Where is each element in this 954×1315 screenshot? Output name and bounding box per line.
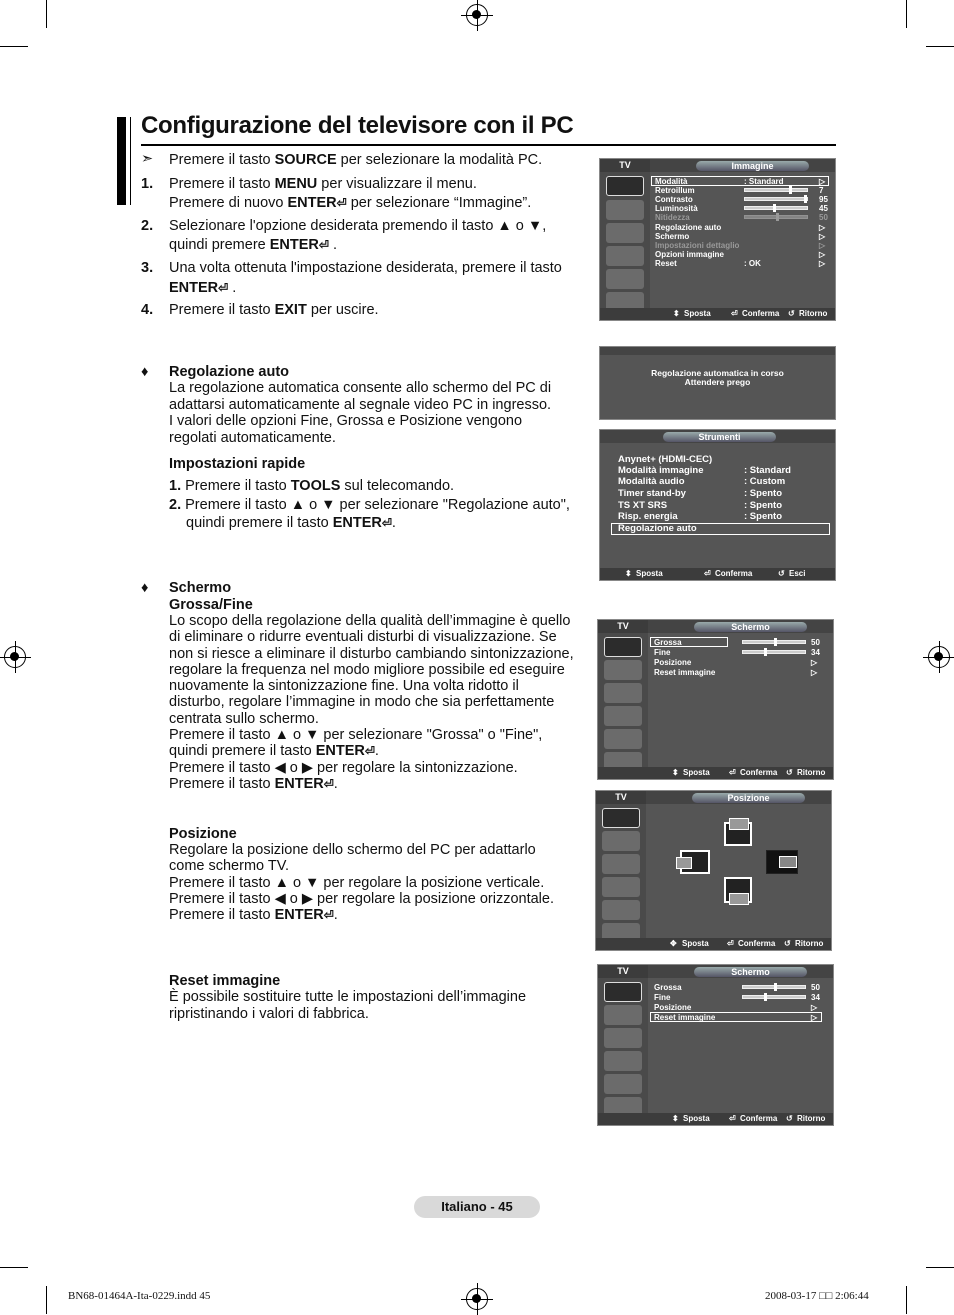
osd-sidebar bbox=[600, 172, 650, 310]
osd-row-label: Posizione bbox=[654, 1003, 692, 1012]
step-4-line-1: Premere il tasto EXIT per uscire. bbox=[169, 302, 379, 318]
setup-menu-icon bbox=[604, 1051, 642, 1071]
osd-slider bbox=[744, 197, 808, 201]
position-down-box bbox=[724, 877, 752, 903]
enter-icon: ⏎ bbox=[364, 744, 375, 759]
enter-icon: ⏎ bbox=[704, 569, 711, 578]
title-accent-gap bbox=[126, 117, 130, 205]
osd-footer-back: Ritorno bbox=[799, 309, 828, 318]
osd-row-value: : OK bbox=[744, 259, 761, 268]
osd-row-value: : Standard bbox=[744, 465, 791, 476]
osd-row-label: Regolazione auto bbox=[655, 223, 722, 232]
arrow-right-icon: ▷ bbox=[819, 259, 826, 268]
section-heading: Posizione bbox=[169, 826, 237, 842]
step-2-line-1: Selezionare l'opzione desiderata premendo il tasto ▲ o ▼, bbox=[169, 218, 547, 234]
input-menu-icon bbox=[604, 1074, 642, 1094]
osd-row-label: Reset bbox=[655, 259, 677, 268]
osd-row-label: Regolazione auto bbox=[618, 523, 697, 534]
osd-row-label: Retroillum bbox=[655, 186, 695, 195]
setup-menu-icon bbox=[604, 706, 642, 726]
osd-footer-back: Ritorno bbox=[795, 939, 824, 948]
osd-immagine-screen bbox=[599, 158, 836, 321]
crop-mark bbox=[46, 1286, 47, 1314]
osd-menu-title: Posizione bbox=[692, 793, 805, 803]
osd-sidebar bbox=[598, 978, 648, 1115]
crop-mark bbox=[926, 1267, 954, 1268]
step-number: 3. bbox=[141, 260, 154, 276]
osd-tv-label: TV bbox=[598, 965, 648, 978]
osd-footer-move: Sposta bbox=[684, 309, 711, 318]
return-icon: ↺ bbox=[778, 569, 785, 578]
arrow-right-icon: ▷ bbox=[811, 1003, 818, 1012]
reset-body: È possibile sostituire tutte le impostazioni dell’immagine ripristinando i valori di fabbrica. bbox=[169, 989, 527, 1022]
osd-slider bbox=[744, 206, 808, 210]
return-icon: ↺ bbox=[784, 939, 791, 948]
enter-icon: ⏎ bbox=[218, 281, 229, 295]
note-arrow-icon: ➣ bbox=[141, 151, 154, 167]
osd-row-value: : Spento bbox=[744, 511, 782, 522]
position-right-box bbox=[766, 850, 798, 874]
crop-mark bbox=[0, 1267, 28, 1268]
osd-row-label: Opzioni immagine bbox=[655, 250, 724, 259]
footer-date: 2008-03-17 □□ 2:06:44 bbox=[765, 1290, 869, 1302]
osd-footer bbox=[600, 308, 835, 320]
osd-slider bbox=[744, 188, 808, 192]
enter-icon: ⏎ bbox=[381, 516, 392, 530]
osd-message: Regolazione automatica in corso Attendere prego bbox=[651, 368, 784, 387]
position-up-box bbox=[724, 822, 752, 846]
osd-sidebar bbox=[598, 633, 648, 769]
osd-row-label: Grossa bbox=[654, 638, 682, 647]
osd-row-label: Impostazioni dettaglio bbox=[655, 241, 740, 250]
osd-tv-label: TV bbox=[596, 791, 646, 804]
osd-footer-ok: Conferma bbox=[742, 309, 780, 318]
osd-footer-ok: Conferma bbox=[740, 768, 778, 777]
osd-row-label: Modalità audio bbox=[618, 476, 685, 487]
schermo-body: Lo scopo della regolazione della qualità dell’immagine è quello di eliminare o ridurre eventuali disturbi di visualizzazione. Se non si riesce a eliminare il disturbo cambiando sintonizzazione, regolare la frequenza nel modo migliore possibile ed eseguire nuovamente la sintonizzazione fine. Una volta ridotto il disturbo, regolare l’immagine in modo che sia perfettamente centrata sullo schermo. Premere il tasto ▲ o ▼ per selezionare "Grossa" o "Fine", quindi premere il tasto ENTER⏎. Premere il tasto ◀ o ▶ per regolare la sintonizzazione. Premere il tasto ENTER⏎. bbox=[169, 613, 574, 792]
osd-footer-move: Sposta bbox=[636, 569, 663, 578]
osd-row-value: : Standard bbox=[744, 177, 784, 186]
position-left-box bbox=[680, 850, 710, 874]
osd-row-value: 7 bbox=[819, 186, 824, 195]
regolazione-body: La regolazione automatica consente allo schermo del PC di adattarsi automaticamente al segnale video PC in ingresso. I valori delle opzioni Fine, Grossa e Posizione vengono regolati automaticamente. bbox=[169, 380, 552, 446]
osd-row-label: Modalità immagine bbox=[618, 465, 704, 476]
osd-menu-title: Immagine bbox=[696, 161, 809, 171]
step-1-line-1: Premere il tasto MENU per visualizzare il menu. bbox=[169, 176, 477, 192]
arrow-right-icon: ▷ bbox=[819, 177, 826, 186]
osd-footer bbox=[598, 767, 833, 779]
osd-schermo-reset-screen bbox=[597, 964, 834, 1126]
osd-row-value: 34 bbox=[811, 993, 820, 1002]
osd-sidebar bbox=[596, 804, 646, 940]
step-2-line-2: quindi premere ENTER⏎ . bbox=[169, 237, 338, 253]
osd-menu-title: Schermo bbox=[694, 622, 807, 632]
osd-row-value: 50 bbox=[811, 983, 820, 992]
bullet: ♦ bbox=[141, 580, 149, 596]
osd-slider bbox=[742, 985, 806, 989]
step-1-line-2: Premere di nuovo ENTER⏎ per selezionare “Immagine”. bbox=[169, 195, 532, 211]
enter-icon: ⏎ bbox=[727, 939, 734, 948]
osd-footer bbox=[600, 568, 835, 580]
osd-footer bbox=[598, 1113, 833, 1125]
enter-icon: ⏎ bbox=[323, 908, 334, 923]
input-menu-icon bbox=[606, 269, 644, 289]
osd-tv-label: TV bbox=[600, 159, 650, 172]
osd-footer-move: Sposta bbox=[683, 768, 710, 777]
return-icon: ↺ bbox=[788, 309, 795, 318]
osd-row-label: Luminosità bbox=[655, 204, 698, 213]
osd-row-value: : Custom bbox=[744, 476, 786, 487]
registration-mark-icon bbox=[4, 646, 26, 668]
quick-step-2-cont: quindi premere il tasto ENTER⏎. bbox=[186, 515, 396, 531]
input-menu-icon bbox=[602, 900, 640, 920]
section-heading: Reset immagine bbox=[169, 973, 281, 989]
osd-row-label: Modalità bbox=[655, 177, 688, 186]
osd-row-label: Grossa bbox=[654, 983, 682, 992]
osd-footer-back: Ritorno bbox=[797, 1114, 826, 1123]
osd-schermo-screen bbox=[597, 619, 834, 780]
quick-step-1: 1. Premere il tasto TOOLS sul telecomando. bbox=[169, 478, 455, 494]
osd-row-label: Fine bbox=[654, 993, 671, 1002]
osd-row-label: Risp. energia bbox=[618, 511, 678, 522]
osd-row-value: : Spento bbox=[744, 488, 782, 499]
osd-row-label: Fine bbox=[654, 648, 671, 657]
osd-row-label: Contrasto bbox=[655, 195, 693, 204]
osd-footer-move: Sposta bbox=[683, 1114, 710, 1123]
quick-settings-heading: Impostazioni rapide bbox=[169, 456, 306, 472]
osd-row-label: Timer stand-by bbox=[618, 488, 686, 499]
bullet: ♦ bbox=[141, 364, 149, 380]
page-title: Configurazione del televisore con il PC bbox=[141, 112, 574, 139]
move-icon: ⬍ bbox=[672, 1114, 679, 1123]
osd-footer-back: Esci bbox=[789, 569, 806, 578]
arrow-right-icon: ▷ bbox=[811, 668, 818, 677]
setup-menu-icon bbox=[602, 877, 640, 897]
enter-icon: ⏎ bbox=[729, 1114, 736, 1123]
osd-row-label: Schermo bbox=[655, 232, 690, 241]
osd-row-label: Anynet+ (HDMI-CEC) bbox=[618, 454, 713, 465]
registration-mark-icon bbox=[466, 4, 488, 26]
page-number-badge: Italiano - 45 bbox=[414, 1196, 540, 1218]
arrow-right-icon: ▷ bbox=[811, 658, 818, 667]
osd-tools-screen bbox=[599, 429, 836, 581]
arrow-right-icon: ▷ bbox=[819, 250, 826, 259]
step-3-line-2: ENTER⏎ . bbox=[169, 280, 237, 296]
channel-menu-icon bbox=[604, 1028, 642, 1048]
sub-heading: Grossa/Fine bbox=[169, 597, 253, 613]
osd-auto-adjust-screen bbox=[599, 346, 836, 420]
enter-icon: ⏎ bbox=[731, 309, 738, 318]
osd-footer bbox=[596, 938, 831, 950]
sound-menu-icon bbox=[604, 660, 642, 680]
intro-note: Premere il tasto SOURCE per selezionare la modalità PC. bbox=[169, 152, 543, 168]
step-number: 2. bbox=[141, 218, 154, 234]
osd-row-value: 50 bbox=[811, 638, 820, 647]
channel-menu-icon bbox=[602, 854, 640, 874]
osd-row-value: 50 bbox=[819, 213, 828, 222]
setup-menu-icon bbox=[606, 246, 644, 266]
osd-footer-ok: Conferma bbox=[738, 939, 776, 948]
registration-mark-icon bbox=[928, 646, 950, 668]
picture-menu-icon bbox=[604, 982, 642, 1002]
osd-footer-ok: Conferma bbox=[715, 569, 753, 578]
osd-menu-title: Strumenti bbox=[663, 432, 776, 442]
osd-row-value: 45 bbox=[819, 204, 828, 213]
crop-mark bbox=[46, 0, 47, 28]
move-icon: ⬍ bbox=[625, 569, 632, 578]
section-heading: Regolazione auto bbox=[169, 364, 290, 380]
osd-tv-label: TV bbox=[598, 620, 648, 633]
osd-slider bbox=[744, 215, 808, 219]
osd-header bbox=[600, 347, 835, 355]
picture-menu-icon bbox=[602, 808, 640, 828]
osd-slider bbox=[742, 995, 806, 999]
osd-slider bbox=[742, 650, 806, 654]
osd-row-label: Posizione bbox=[654, 658, 692, 667]
sound-menu-icon bbox=[602, 831, 640, 851]
arrow-right-icon: ▷ bbox=[819, 223, 826, 232]
enter-icon: ⏎ bbox=[729, 768, 736, 777]
quick-step-2: 2. Premere il tasto ▲ o ▼ per selezionare "Regolazione auto", bbox=[169, 497, 570, 513]
section-heading: Schermo bbox=[169, 580, 232, 596]
osd-footer-move: Sposta bbox=[682, 939, 709, 948]
osd-row-label: Nitidezza bbox=[655, 213, 690, 222]
step-3-line-1: Una volta ottenuta l'impostazione desiderata, premere il tasto bbox=[169, 260, 562, 276]
sound-menu-icon bbox=[606, 200, 644, 220]
crop-mark bbox=[0, 46, 28, 47]
registration-mark-icon bbox=[466, 1288, 488, 1310]
osd-row-label: Reset immagine bbox=[654, 668, 716, 677]
osd-menu-title: Schermo bbox=[694, 967, 807, 977]
move-icon: ⬍ bbox=[672, 768, 679, 777]
enter-icon: ⏎ bbox=[318, 238, 329, 252]
channel-menu-icon bbox=[604, 683, 642, 703]
enter-icon: ⏎ bbox=[336, 196, 347, 210]
osd-row-value: : Spento bbox=[744, 500, 782, 511]
arrow-right-icon: ▷ bbox=[811, 1013, 818, 1022]
title-rule bbox=[141, 144, 836, 146]
picture-menu-icon bbox=[604, 637, 642, 657]
osd-posizione-screen bbox=[595, 790, 832, 951]
osd-row-label: TS XT SRS bbox=[618, 500, 668, 511]
picture-menu-icon bbox=[606, 176, 644, 196]
enter-icon: ⏎ bbox=[323, 776, 334, 791]
channel-menu-icon bbox=[606, 223, 644, 243]
posizione-body: Regolare la posizione dello schermo del PC per adattarlo come schermo TV. Premere il tasto ▲ o ▼ per regolare la posizione verticale. Premere il tasto ◀ o ▶ per regolare la posizione orizzontale. Premere il tasto ENTER⏎. bbox=[169, 842, 554, 924]
osd-row-value: 95 bbox=[819, 195, 828, 204]
osd-footer-ok: Conferma bbox=[740, 1114, 778, 1123]
footer-file: BN68-01464A-Ita-0229.indd 45 bbox=[68, 1290, 211, 1302]
sound-menu-icon bbox=[604, 1005, 642, 1025]
crop-mark bbox=[906, 0, 907, 28]
osd-row-label: Reset immagine bbox=[654, 1013, 716, 1022]
move-icon: ✥ bbox=[670, 939, 677, 948]
input-menu-icon bbox=[604, 729, 642, 749]
osd-footer-back: Ritorno bbox=[797, 768, 826, 777]
osd-row-value: 34 bbox=[811, 648, 820, 657]
step-number: 1. bbox=[141, 176, 154, 192]
crop-mark bbox=[906, 1286, 907, 1314]
return-icon: ↺ bbox=[786, 768, 793, 777]
arrow-right-icon: ▷ bbox=[819, 232, 826, 241]
move-icon: ⬍ bbox=[673, 309, 680, 318]
return-icon: ↺ bbox=[786, 1114, 793, 1123]
arrow-right-icon: ▷ bbox=[819, 241, 826, 250]
step-number: 4. bbox=[141, 302, 154, 318]
crop-mark bbox=[926, 46, 954, 47]
osd-slider bbox=[742, 640, 806, 644]
